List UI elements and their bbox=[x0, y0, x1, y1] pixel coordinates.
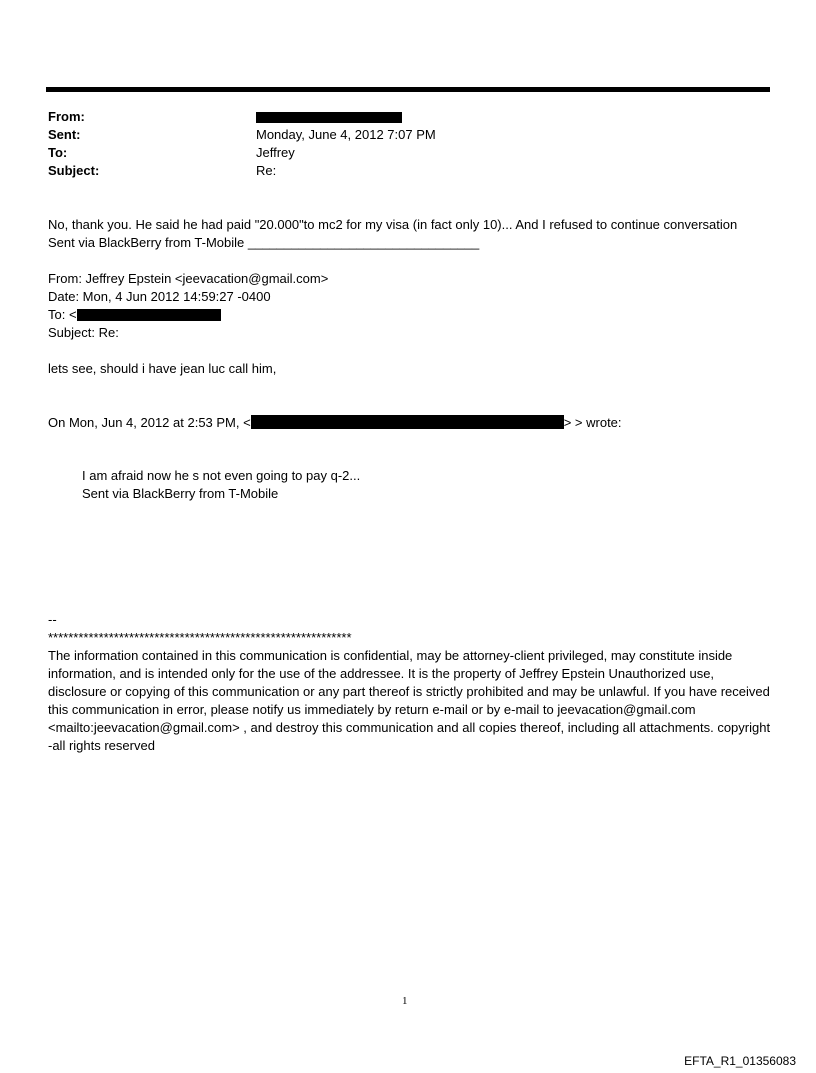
redaction-box bbox=[256, 112, 402, 123]
reply-signature: Sent via BlackBerry from T-Mobile ________________________________ bbox=[48, 235, 480, 250]
sent-label: Sent: bbox=[48, 127, 81, 142]
quote-intro-suffix: > > wrote: bbox=[563, 415, 622, 430]
fwd-date-line: Date: Mon, 4 Jun 2012 14:59:27 -0400 bbox=[48, 289, 271, 304]
from-row bbox=[48, 108, 436, 126]
to-label: To: bbox=[48, 145, 68, 160]
quote-intro bbox=[48, 414, 622, 432]
confidentiality-footer bbox=[48, 611, 772, 755]
document-id: EFTA_R1_01356083 bbox=[684, 1054, 796, 1068]
from-value bbox=[256, 108, 402, 126]
to-row bbox=[48, 144, 436, 162]
fwd-from-line: From: Jeffrey Epstein <jeevacation@gmail.com> bbox=[48, 271, 329, 286]
email-header bbox=[48, 108, 436, 180]
subject-row bbox=[48, 162, 436, 180]
to-value: Jeffrey bbox=[256, 145, 295, 160]
confidentiality-notice: The information contained in this communication is confidential, may be attorney-client privileged, may constitute inside information, and is intended only for the use of the addressee. It is the property of Jeffrey Epstein Unauthorized use, disclosure or copying of this communication or any part thereof is strictly prohibited and may be unlawful. If you have received this communication in error, please notify us immediately by return e-mail or by e-mail to jeevacation@gmail.com <mailto:jeevacation@gmail.com> , and destroy this communication and all copies thereof, including all attachments. copyright -all rights reserved bbox=[48, 648, 771, 753]
reply-body bbox=[48, 216, 737, 252]
page-number: 1 bbox=[402, 995, 408, 1007]
from-label: From: bbox=[48, 109, 85, 124]
reply-line: No, thank you. He said he had paid "20.000"to mc2 for my visa (in fact only 10)... And I refused to continue conversation bbox=[48, 217, 738, 232]
quoted-line: I am afraid now he s not even going to pay q-2... bbox=[82, 468, 361, 483]
fwd-subject-line: Subject: Re: bbox=[48, 325, 119, 340]
quoted-signature: Sent via BlackBerry from T-Mobile bbox=[82, 486, 279, 501]
quote-intro-prefix: On Mon, Jun 4, 2012 at 2:53 PM, < bbox=[48, 415, 251, 430]
fwd-to-line bbox=[48, 306, 328, 324]
top-rule bbox=[46, 87, 770, 92]
redaction-box bbox=[77, 309, 221, 321]
quoted-message bbox=[82, 467, 360, 503]
forwarded-header bbox=[48, 270, 328, 342]
footer-stars: ************************************************************ bbox=[48, 630, 352, 645]
fwd-message: lets see, should i have jean luc call him, bbox=[48, 361, 277, 376]
subject-label: Subject: bbox=[48, 163, 100, 178]
redaction-box bbox=[251, 415, 564, 429]
footer-dashes: -- bbox=[48, 612, 57, 627]
sent-value: Monday, June 4, 2012 7:07 PM bbox=[256, 127, 436, 142]
subject-value: Re: bbox=[256, 163, 277, 178]
fwd-to-prefix: To: < bbox=[48, 307, 77, 322]
sent-row bbox=[48, 126, 436, 144]
